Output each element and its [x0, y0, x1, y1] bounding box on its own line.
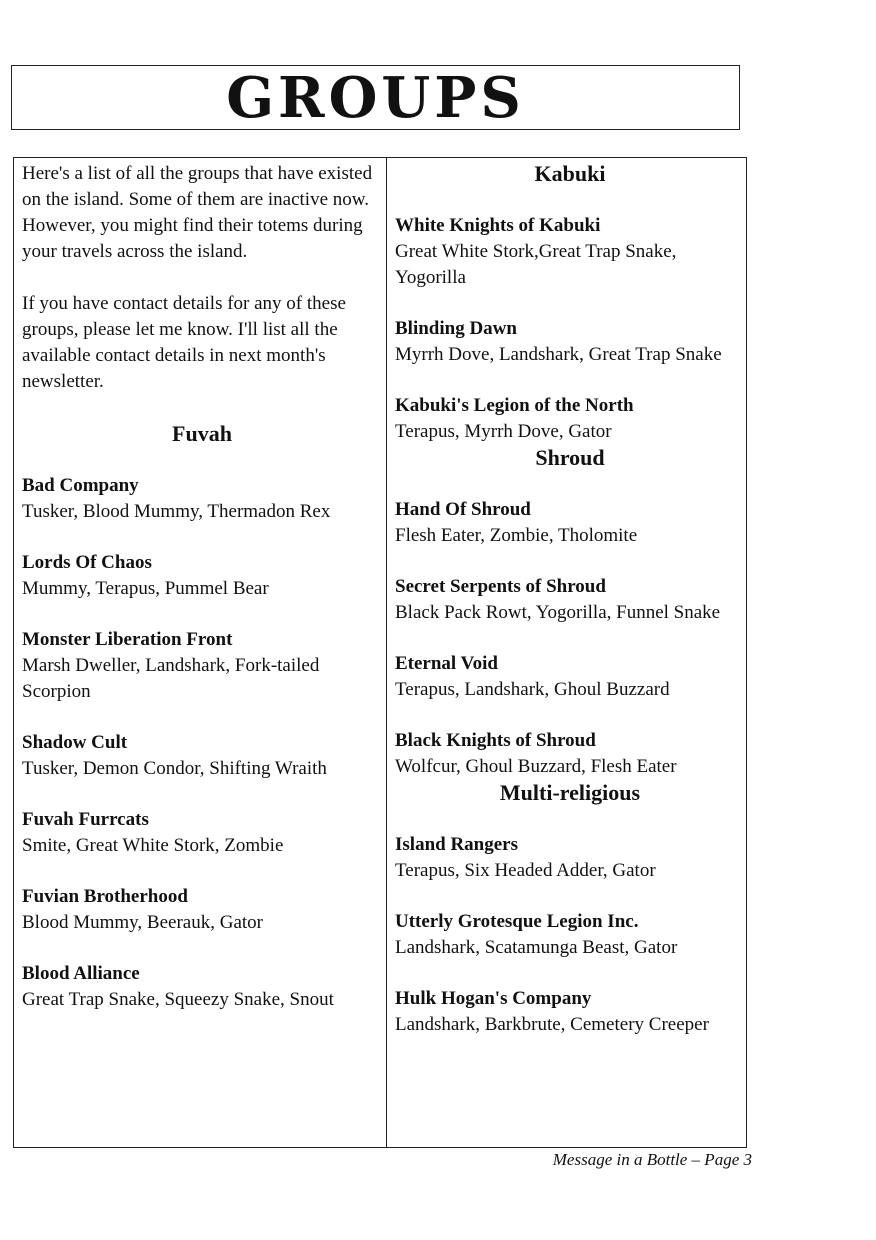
group-members: Wolfcur, Ghoul Buzzard, Flesh Eater: [395, 756, 677, 777]
group-entry: [22, 730, 382, 782]
group-name: Fuvian Brotherhood: [22, 886, 188, 907]
section-heading-shroud: Shroud: [535, 445, 605, 470]
title-banner: [11, 65, 740, 130]
group-members: Landshark, Barkbrute, Cemetery Creeper: [395, 1014, 709, 1035]
group-members: Terapus, Landshark, Ghoul Buzzard: [395, 679, 670, 700]
group-entry: [22, 884, 382, 936]
group-name: Utterly Grotesque Legion Inc.: [395, 911, 639, 932]
group-name: Hulk Hogan's Company: [395, 988, 592, 1009]
group-entry: [22, 550, 382, 602]
group-name: Bad Company: [22, 475, 139, 496]
intro-paragraph: If you have contact details for any of these groups, please let me know. I'll list all the available contact details in next month's newsletter.: [22, 293, 346, 392]
group-members: Blood Mummy, Beerauk, Gator: [22, 912, 263, 933]
group-entry: [395, 832, 745, 884]
group-name: Black Knights of Shroud: [395, 730, 596, 751]
page-footer: Message in a Bottle – Page 3: [552, 1150, 752, 1169]
section-heading-kabuki: Kabuki: [534, 161, 606, 186]
group-entry: [22, 627, 382, 705]
group-name: Kabuki's Legion of the North: [395, 395, 634, 416]
column-divider: [386, 158, 387, 1147]
group-members: Tusker, Demon Condor, Shifting Wraith: [22, 758, 327, 779]
group-members: Black Pack Rowt, Yogorilla, Funnel Snake: [395, 602, 721, 623]
group-members: Landshark, Scatamunga Beast, Gator: [395, 937, 678, 958]
group-name: White Knights of Kabuki: [395, 215, 601, 236]
group-name: Monster Liberation Front: [22, 629, 233, 650]
group-members: Great White Stork,Great Trap Snake, Yogorilla: [395, 241, 677, 288]
group-members: Mummy, Terapus, Pummel Bear: [22, 578, 269, 599]
group-members: Myrrh Dove, Landshark, Great Trap Snake: [395, 344, 722, 365]
group-entry: [395, 574, 745, 626]
intro-paragraph: Here's a list of all the groups that have existed on the island. Some of them are inactive now. However, you might find their totems during your travels across the island.: [22, 163, 373, 262]
group-name: Secret Serpents of Shroud: [395, 576, 606, 597]
group-members: Terapus, Six Headed Adder, Gator: [395, 860, 656, 881]
group-entry: [395, 728, 745, 780]
group-name: Lords Of Chaos: [22, 552, 152, 573]
group-entry: [395, 651, 745, 703]
group-entry: [22, 961, 382, 1013]
group-members: Smite, Great White Stork, Zombie: [22, 835, 284, 856]
group-name: Fuvah Furrcats: [22, 809, 149, 830]
group-name: Hand Of Shroud: [395, 499, 531, 520]
groups-table: [13, 157, 747, 1148]
section-heading-fuvah: Fuvah: [172, 421, 232, 446]
group-members: Great Trap Snake, Squeezy Snake, Snout: [22, 989, 334, 1010]
group-name: Shadow Cult: [22, 732, 128, 753]
group-entry: [395, 909, 745, 961]
group-entry: [22, 807, 382, 859]
section-heading-multi-religious: Multi-religious: [499, 780, 641, 805]
right-column: [395, 161, 745, 1038]
group-entry: [22, 473, 382, 525]
group-entry: [395, 316, 745, 368]
group-name: Eternal Void: [395, 653, 498, 674]
group-name: Blinding Dawn: [395, 318, 517, 339]
group-entry: [395, 393, 745, 445]
group-members: Tusker, Blood Mummy, Thermadon Rex: [22, 501, 331, 522]
group-members: Terapus, Myrrh Dove, Gator: [395, 421, 612, 442]
page-title: GROUPS: [226, 64, 525, 131]
group-name: Blood Alliance: [22, 963, 140, 984]
group-name: Island Rangers: [395, 834, 518, 855]
group-entry: [395, 497, 745, 549]
group-members: Flesh Eater, Zombie, Tholomite: [395, 525, 638, 546]
group-entry: [395, 986, 745, 1038]
group-entry: [395, 213, 745, 291]
left-column: [22, 161, 382, 1038]
group-members: Marsh Dweller, Landshark, Fork-tailed Scorpion: [22, 655, 320, 702]
intro-text: [22, 161, 382, 395]
